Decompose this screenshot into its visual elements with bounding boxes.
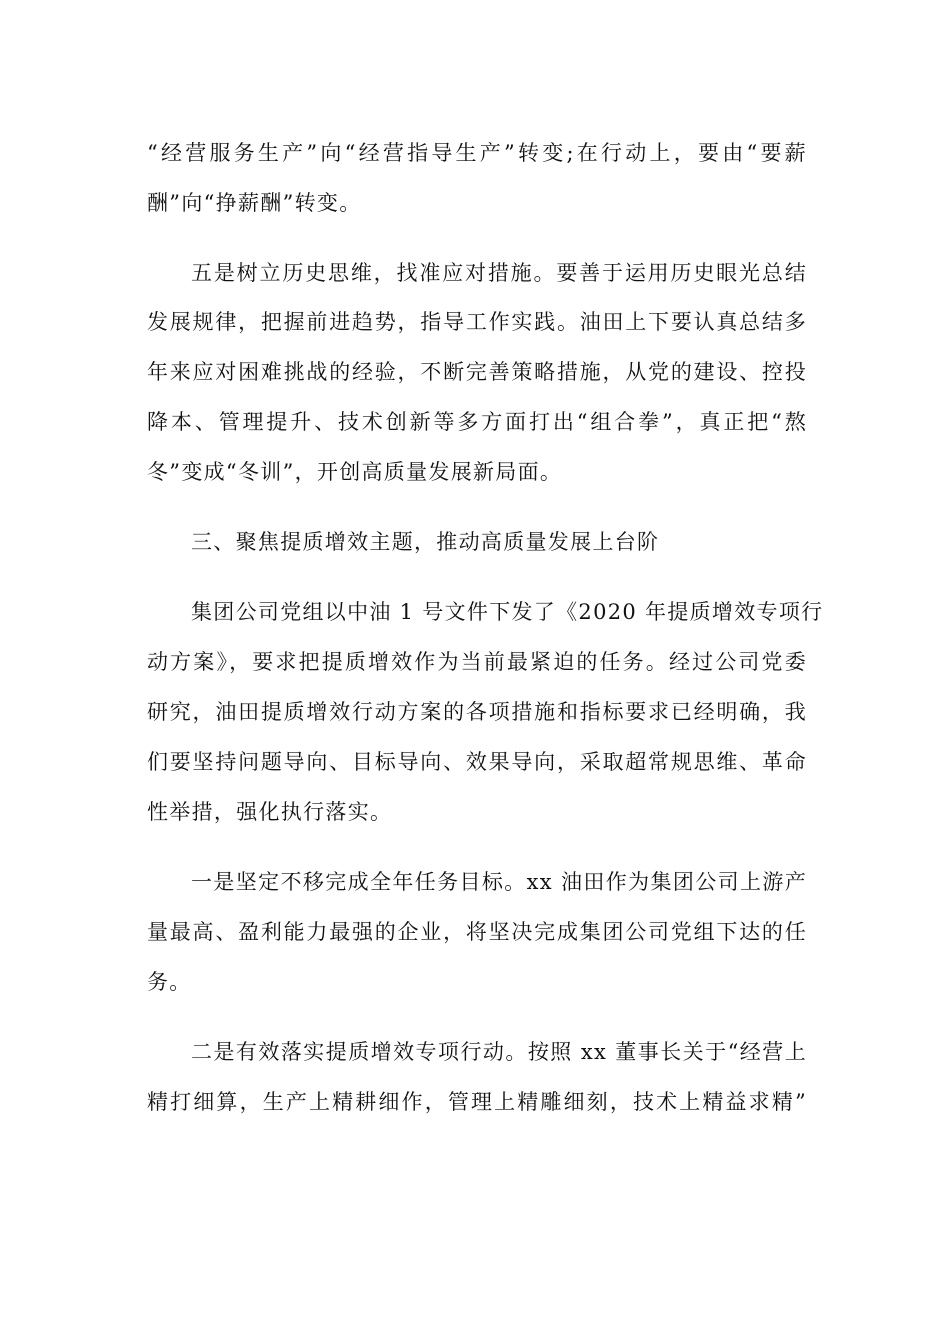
text-line: 们要坚持问题导向、目标导向、效果导向，采取超常规思维、革命 <box>147 750 807 774</box>
text-line: 动方案》，要求把提质增效作为当前最紧迫的任务。经过公司党委 <box>147 650 807 674</box>
text-line: “经营服务生产”向“经营指导生产”转变;在行动上，要由“要薪 <box>147 141 807 165</box>
text-line: 性举措，强化执行落实。 <box>147 800 393 824</box>
text-line: 量最高、盈利能力最强的企业，将坚决完成集团公司党组下达的任 <box>147 920 807 944</box>
text-line: 年来应对困难挑战的经验，不断完善策略措施，从党的建设、控投 <box>147 360 807 384</box>
paragraph-first-line: 五是树立历史思维，找准应对措施。要善于运用历史眼光总结 <box>191 261 807 285</box>
paragraph-first-line: 一是坚定不移完成全年任务目标。xx 油田作为集团公司上游产 <box>191 870 807 894</box>
text-line: 研究，油田提质增效行动方案的各项措施和指标要求已经明确，我 <box>147 700 807 724</box>
section-heading: 三、聚焦提质增效主题，推动高质量发展上台阶 <box>191 530 660 554</box>
text-line: 精打细算，生产上精耕细作，管理上精雕细刻，技术上精益求精” <box>147 1090 807 1114</box>
text-line: 冬”变成“冬训”，开创高质量发展新局面。 <box>147 460 563 484</box>
text-line: 降本、管理提升、技术创新等多方面打出“组合拳”，真正把“熬 <box>147 410 807 434</box>
text-line: 务。 <box>147 970 192 994</box>
text-line: 酬”向“挣薪酬”转变。 <box>147 191 362 215</box>
paragraph-first-line: 集团公司党组以中油 1 号文件下发了《2020 年提质增效专项行 <box>191 600 824 624</box>
text-line: 发展规律，把握前进趋势，指导工作实践。油田上下要认真总结多 <box>147 310 807 334</box>
paragraph-first-line: 二是有效落实提质增效专项行动。按照 xx 董事长关于“经营上 <box>191 1040 807 1064</box>
